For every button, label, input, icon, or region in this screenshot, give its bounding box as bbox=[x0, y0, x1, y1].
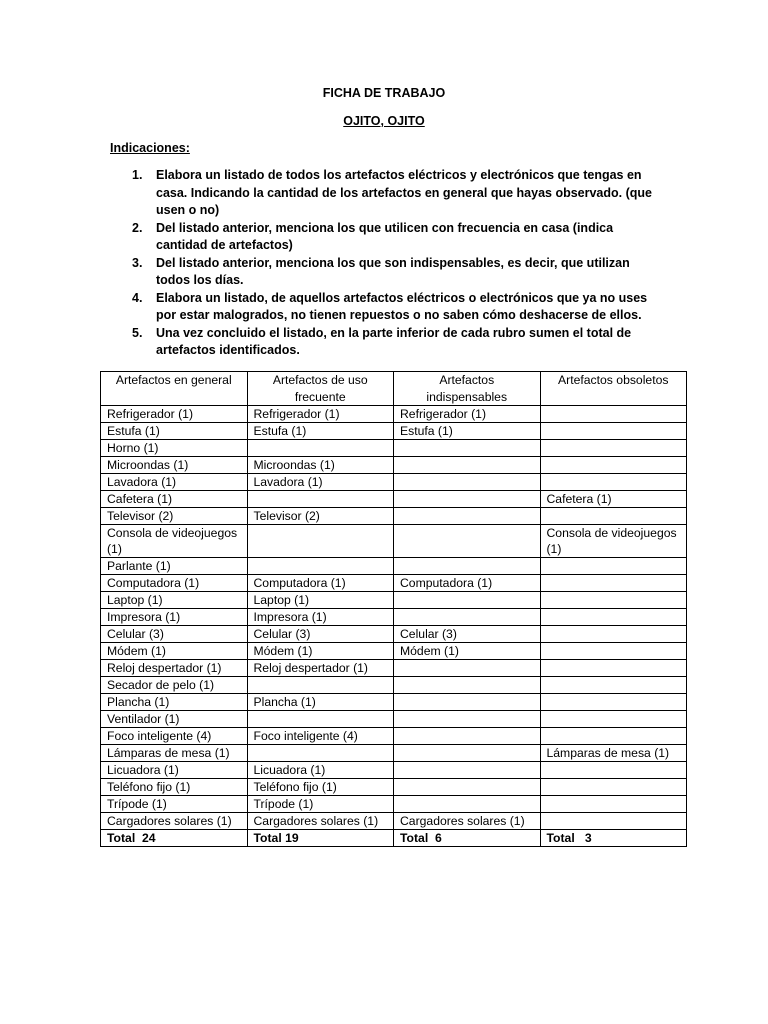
cell-general: Horno (1) bbox=[101, 440, 248, 457]
table-row bbox=[101, 423, 687, 440]
cell-general: Cafetera (1) bbox=[101, 491, 248, 508]
table-row bbox=[101, 660, 687, 677]
cell-indispensable bbox=[394, 745, 541, 762]
cell-frequent: Plancha (1) bbox=[247, 694, 394, 711]
cell-obsolete bbox=[540, 694, 687, 711]
cell-general: Secador de pelo (1) bbox=[101, 677, 248, 694]
cell-frequent bbox=[247, 711, 394, 728]
appliance-inventory-table bbox=[100, 371, 687, 847]
cell-indispensable: Cargadores solares (1) bbox=[394, 813, 541, 830]
cell-frequent: Trípode (1) bbox=[247, 796, 394, 813]
cell-general: Cargadores solares (1) bbox=[101, 813, 248, 830]
cell-indispensable bbox=[394, 762, 541, 779]
cell-indispensable bbox=[394, 474, 541, 491]
cell-obsolete bbox=[540, 592, 687, 609]
table-row bbox=[101, 592, 687, 609]
cell-frequent bbox=[247, 677, 394, 694]
cell-indispensable bbox=[394, 558, 541, 575]
instruction-number: 4. bbox=[132, 290, 143, 305]
cell-frequent: Estufa (1) bbox=[247, 423, 394, 440]
table-totals-row bbox=[101, 830, 687, 847]
cell-indispensable bbox=[394, 440, 541, 457]
cell-obsolete bbox=[540, 813, 687, 830]
cell-frequent: Cargadores solares (1) bbox=[247, 813, 394, 830]
cell-general: Teléfono fijo (1) bbox=[101, 779, 248, 796]
cell-general: Trípode (1) bbox=[101, 796, 248, 813]
instruction-item bbox=[110, 255, 666, 290]
document-title: FICHA DE TRABAJO bbox=[322, 86, 446, 100]
table-row bbox=[101, 558, 687, 575]
instruction-text: Elabora un listado de todos los artefactos eléctricos y electrónicos que tengas en casa. Indicando la cantidad de los artefactos en general que hayas observado. (que usen o no) bbox=[156, 168, 652, 217]
cell-frequent: Televisor (2) bbox=[247, 508, 394, 525]
cell-frequent: Foco inteligente (4) bbox=[247, 728, 394, 745]
cell-frequent: Módem (1) bbox=[247, 643, 394, 660]
column-header-obsolete: Artefactos obsoletos bbox=[540, 372, 687, 406]
cell-indispensable: Celular (3) bbox=[394, 626, 541, 643]
instruction-number: 2. bbox=[132, 220, 143, 235]
total-cell-frequent: Total 19 bbox=[247, 830, 394, 847]
table-body bbox=[101, 406, 687, 847]
cell-frequent: Computadora (1) bbox=[247, 575, 394, 592]
cell-frequent: Licuadora (1) bbox=[247, 762, 394, 779]
cell-general: Estufa (1) bbox=[101, 423, 248, 440]
cell-obsolete bbox=[540, 728, 687, 745]
cell-frequent: Impresora (1) bbox=[247, 609, 394, 626]
cell-frequent: Refrigerador (1) bbox=[247, 406, 394, 423]
cell-frequent bbox=[247, 440, 394, 457]
cell-frequent: Reloj despertador (1) bbox=[247, 660, 394, 677]
document-subtitle: OJITO, OJITO bbox=[343, 114, 425, 128]
table-row bbox=[101, 525, 687, 558]
cell-obsolete: Lámparas de mesa (1) bbox=[540, 745, 687, 762]
cell-frequent: Lavadora (1) bbox=[247, 474, 394, 491]
cell-indispensable bbox=[394, 728, 541, 745]
cell-indispensable: Módem (1) bbox=[394, 643, 541, 660]
table-row bbox=[101, 762, 687, 779]
table-row bbox=[101, 406, 687, 423]
table-row bbox=[101, 491, 687, 508]
cell-obsolete bbox=[540, 508, 687, 525]
cell-indispensable: Computadora (1) bbox=[394, 575, 541, 592]
instructions-list bbox=[110, 167, 666, 360]
instruction-text: Una vez concluido el listado, en la parte inferior de cada rubro sumen el total de artefactos identificados. bbox=[156, 325, 632, 357]
cell-general: Módem (1) bbox=[101, 643, 248, 660]
cell-frequent: Laptop (1) bbox=[247, 592, 394, 609]
cell-indispensable bbox=[394, 779, 541, 796]
cell-obsolete bbox=[540, 474, 687, 491]
cell-general: Foco inteligente (4) bbox=[101, 728, 248, 745]
table-row bbox=[101, 711, 687, 728]
total-cell-general: Total 24 bbox=[101, 830, 248, 847]
cell-frequent: Teléfono fijo (1) bbox=[247, 779, 394, 796]
cell-indispensable bbox=[394, 508, 541, 525]
cell-indispensable: Estufa (1) bbox=[394, 423, 541, 440]
cell-obsolete bbox=[540, 626, 687, 643]
instruction-number: 1. bbox=[132, 168, 143, 182]
cell-frequent: Celular (3) bbox=[247, 626, 394, 643]
cell-general: Microondas (1) bbox=[101, 457, 248, 474]
cell-indispensable bbox=[394, 660, 541, 677]
cell-frequent bbox=[247, 525, 394, 558]
cell-obsolete bbox=[540, 558, 687, 575]
table-header-row bbox=[101, 372, 687, 406]
cell-obsolete bbox=[540, 609, 687, 626]
instruction-number: 5. bbox=[132, 325, 143, 340]
cell-general: Licuadora (1) bbox=[101, 762, 248, 779]
total-cell-indispensable: Total 6 bbox=[394, 830, 541, 847]
cell-indispensable bbox=[394, 457, 541, 474]
instruction-text: Del listado anterior, menciona los que utilicen con frecuencia en casa (indica cantidad de artefactos) bbox=[156, 220, 614, 252]
cell-indispensable bbox=[394, 525, 541, 558]
cell-indispensable: Refrigerador (1) bbox=[394, 406, 541, 423]
cell-general: Celular (3) bbox=[101, 626, 248, 643]
cell-obsolete bbox=[540, 796, 687, 813]
cell-obsolete bbox=[540, 575, 687, 592]
cell-general: Ventilador (1) bbox=[101, 711, 248, 728]
cell-frequent bbox=[247, 491, 394, 508]
cell-obsolete bbox=[540, 779, 687, 796]
cell-obsolete bbox=[540, 677, 687, 694]
indications-heading: Indicaciones: bbox=[110, 141, 190, 155]
instruction-item bbox=[110, 290, 666, 325]
cell-frequent: Microondas (1) bbox=[247, 457, 394, 474]
cell-general: Lámparas de mesa (1) bbox=[101, 745, 248, 762]
instruction-item bbox=[110, 325, 666, 360]
cell-general: Laptop (1) bbox=[101, 592, 248, 609]
table-row bbox=[101, 440, 687, 457]
table-row bbox=[101, 457, 687, 474]
cell-general: Plancha (1) bbox=[101, 694, 248, 711]
cell-indispensable bbox=[394, 491, 541, 508]
instruction-text: Del listado anterior, menciona los que son indispensables, es decir, que utilizan todos los días. bbox=[156, 255, 630, 287]
instruction-item bbox=[110, 167, 666, 220]
cell-indispensable bbox=[394, 796, 541, 813]
cell-obsolete bbox=[540, 423, 687, 440]
table-row bbox=[101, 728, 687, 745]
cell-frequent bbox=[247, 745, 394, 762]
cell-general: Impresora (1) bbox=[101, 609, 248, 626]
cell-obsolete: Consola de videojuegos (1) bbox=[540, 525, 687, 558]
table-row bbox=[101, 694, 687, 711]
total-cell-obsolete: Total 3 bbox=[540, 830, 687, 847]
cell-frequent bbox=[247, 558, 394, 575]
instruction-item bbox=[110, 220, 666, 255]
cell-indispensable bbox=[394, 711, 541, 728]
cell-obsolete bbox=[540, 440, 687, 457]
column-header-indispensable: Artefactos indispensables bbox=[394, 372, 541, 406]
cell-indispensable bbox=[394, 609, 541, 626]
cell-indispensable bbox=[394, 592, 541, 609]
table-row bbox=[101, 508, 687, 525]
table-row bbox=[101, 677, 687, 694]
cell-general: Reloj despertador (1) bbox=[101, 660, 248, 677]
table-row bbox=[101, 779, 687, 796]
cell-general: Lavadora (1) bbox=[101, 474, 248, 491]
cell-general: Consola de videojuegos (1) bbox=[101, 525, 248, 558]
cell-obsolete bbox=[540, 660, 687, 677]
cell-general: Parlante (1) bbox=[101, 558, 248, 575]
cell-obsolete bbox=[540, 762, 687, 779]
cell-obsolete bbox=[540, 457, 687, 474]
cell-obsolete: Cafetera (1) bbox=[540, 491, 687, 508]
table-row bbox=[101, 796, 687, 813]
table-row bbox=[101, 575, 687, 592]
table-row bbox=[101, 609, 687, 626]
column-header-frequent: Artefactos de uso frecuente bbox=[247, 372, 394, 406]
table-row bbox=[101, 813, 687, 830]
column-header-general: Artefactos en general bbox=[101, 372, 248, 406]
cell-indispensable bbox=[394, 677, 541, 694]
table-row bbox=[101, 643, 687, 660]
cell-obsolete bbox=[540, 643, 687, 660]
cell-obsolete bbox=[540, 711, 687, 728]
table-row bbox=[101, 474, 687, 491]
cell-general: Televisor (2) bbox=[101, 508, 248, 525]
cell-obsolete bbox=[540, 406, 687, 423]
cell-general: Refrigerador (1) bbox=[101, 406, 248, 423]
instruction-text: Elabora un listado, de aquellos artefactos eléctricos o electrónicos que ya no uses por estar malogrados, no tienen repuestos o no saben cómo deshacerse de ellos. bbox=[156, 290, 648, 322]
cell-indispensable bbox=[394, 694, 541, 711]
table-row bbox=[101, 745, 687, 762]
instruction-number: 3. bbox=[132, 255, 143, 270]
table-row bbox=[101, 626, 687, 643]
cell-general: Computadora (1) bbox=[101, 575, 248, 592]
